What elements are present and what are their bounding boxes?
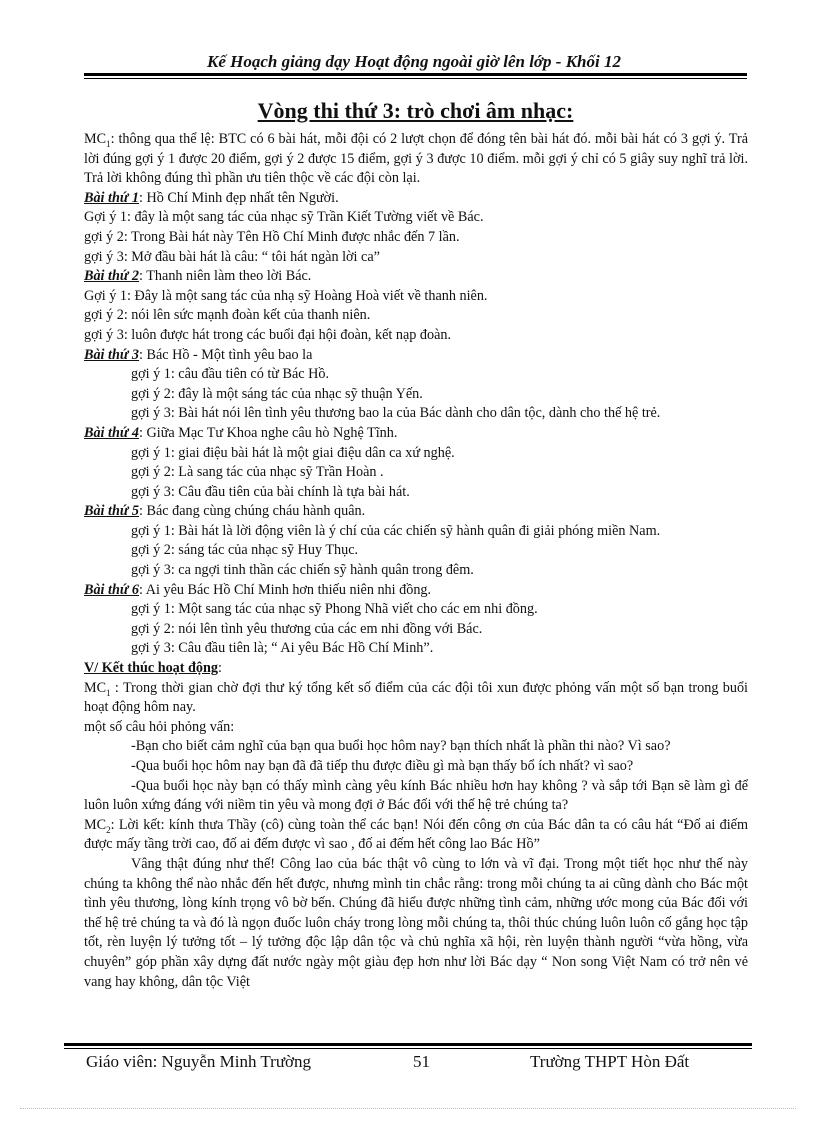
song-4-hint-2: gợi ý 2: Là sang tác của nhạc sỹ Trần Hoàn . xyxy=(131,464,384,481)
footer-teacher: Giáo viên: Nguyễn Minh Trường xyxy=(86,1052,312,1071)
song-5-heading: Bài thứ 5: Bác đang cùng chúng cháu hành quân. xyxy=(84,503,366,520)
page-edge-divider xyxy=(20,1108,796,1109)
intro-paragraph xyxy=(84,130,748,189)
footer-rule xyxy=(64,1043,752,1046)
mc-label: MC xyxy=(84,131,107,147)
song-3-hint-2: gợi ý 2: đây là một sáng tác của nhạc sỹ thuận Yến. xyxy=(131,385,423,402)
song-3-hint-1: gợi ý 1: câu đầu tiên có từ Bác Hồ. xyxy=(131,366,330,383)
section-heading: V/ Kết thúc hoạt động: xyxy=(84,660,222,677)
footer-rule-thin xyxy=(64,1048,752,1049)
song-3-heading: Bài thứ 3: Bác Hồ - Một tình yêu bao la xyxy=(84,346,313,363)
song-1-hint-3: gợi ý 3: Mở đầu bài hát là câu: “ tôi hát ngàn lời ca” xyxy=(84,248,380,265)
song-6-hint-1: gợi ý 1: Một sang tác của nhạc sỹ Phong Nhã viết cho các em nhi đồng. xyxy=(131,601,538,618)
footer-school: Trường THPT Hòn Đất xyxy=(530,1052,690,1071)
song-4-hint-3: gợi ý 3: Câu đầu tiên của bài chính là tựa bài hát. xyxy=(131,483,410,500)
header-rule-thin xyxy=(84,78,747,79)
song-2-hint-1: Gợi ý 1: Đây là một sang tác của nhạ sỹ Hoàng Hoà viết về thanh niên. xyxy=(84,287,488,304)
song-6-heading: Bài thứ 6: Ai yêu Bác Hồ Chí Minh hơn thiếu niên nhi đồng. xyxy=(84,581,432,598)
header-rule xyxy=(84,73,747,76)
song-1-heading: Bài thứ 1: Hồ Chí Minh đẹp nhất tên Người. xyxy=(84,189,339,206)
interview-question-2: -Qua buổi học hôm nay bạn đã đã tiếp thu được điều gì mà bạn thấy bổ ích nhất? vì sao? xyxy=(131,758,634,774)
page-header: Kế Hoạch giảng dạy Hoạt động ngoài giờ lên lớp - Khối 12 xyxy=(206,52,621,71)
song-2-heading: Bài thứ 2: Thanh niên làm theo lời Bác. xyxy=(84,268,312,285)
interview-intro: một số câu hỏi phỏng vấn: xyxy=(84,718,235,735)
mc1-closing-paragraph: $MC_1$ : Trong thời gian chờ đợi thư ký tổng kết số điểm của các đội tôi xun được phỏng vấn một số bạn trong buổi hoạt động hôm nay. xyxy=(84,679,748,716)
song-4-heading: Bài thứ 4: Giữa Mạc Tư Khoa nghe câu hò Nghệ Tĩnh. xyxy=(84,424,398,441)
song-3-hint-3: gợi ý 3: Bài hát nói lên tình yêu thương bao la của Bác dành cho dân tộc, dành cho thế hệ trẻ. xyxy=(131,405,661,422)
song-5-hint-3: gợi ý 3: ca ngợi tinh thần các chiến sỹ hành quân trong đêm. xyxy=(131,562,474,579)
mc-subscript: 1 xyxy=(106,138,111,149)
interview-question-3: -Qua buổi học này bạn có thấy mình càng yêu kính Bác nhiều hơn hay không ? và sắp tới Bạn sẽ làm gì để luôn luôn xứng đáng với niềm tin yêu và mong đợi ở Bác đối với thế hệ trẻ chúng ta? xyxy=(84,777,748,814)
closing-paragraph: Vâng thật đúng như thế! Công lao của bác thật vô cùng to lớn và vĩ đại. Trong một tiết học như thế này chúng ta không thể nào nhắc đến hết được, nhưng mình tin chắc rằng: trong mỗi chúng ta ai cũng dành cho Bác một tình yêu thương, lòng kính trọng vô bờ bến. Chúng đã hiểu được những tình cảm, những ước mong của Bác đối với thế hệ trẻ chúng ta và đó là ngọn đuốc luôn cháy trong lòng mỗi chúng ta, thôi thúc chúng luôn luôn cố gắng học tập tốt, rèn luyện lý tưởng tốt – lý tưởng độc lập dân tộc và chủ nghĩa xã hội, rèn luyện thành người “vừa hồng, vừa chuyên” góp phần xây dựng đất nước ngày một giàu đẹp hơn như lời Bác dạy “ Non song Việt Nam có trở nên vẻ vang hay không, dân tộc Việt xyxy=(84,855,748,990)
mc2-paragraph: $MC_2$: Lời kết: kính thưa Thầy (cô) cùng toàn thể các bạn! Nói đến công ơn của Bác dân ta có câu hát “Đố ai điếm được mấy tầng trời cao, đố ai đếm được vì sao , đố ai đếm hết công lao Bác Hồ” xyxy=(84,816,748,853)
song-6-hint-3: gợi ý 3: Câu đầu tiên là; “ Ai yêu Bác Hồ Chí Minh”. xyxy=(131,640,434,657)
page-title: Vòng thi thứ 3: trò chơi âm nhạc: xyxy=(257,98,574,123)
song-1-hint-1: Gợi ý 1: đây là một sang tác của nhạc sỹ Trần Kiết Tường viết về Bác. xyxy=(84,209,484,226)
interview-question-1: -Bạn cho biết cảm nghĩ của bạn qua buổi học hôm nay? bạn thích nhất là phần thi nào? Vì sao? xyxy=(131,738,671,755)
intro-text: : thông qua thể lệ: BTC có 6 bài hát, mỗi đội có 2 lượt chọn để đóng tên bài hát đó. mỗi bài hát có 3 gợi ý. Trả lời đúng gợi ý 1 được 20 điểm, gợi ý 2 được 15 điểm, gợi ý 3 được 10 điểm. mỗi gợi ý chỉ có 5 giây suy nghĩ trả lời. Trả lời không đúng thì phần ưu tiên thộc về các đội còn lại. xyxy=(84,131,748,187)
song-2-hint-3: gợi ý 3: luôn được hát trong các buổi đại hội đoàn, kết nạp đoàn. xyxy=(84,326,452,343)
song-2-hint-2: gợi ý 2: nói lên sức mạnh đoàn kết của thanh niên. xyxy=(84,307,371,324)
song-1-hint-2: gợi ý 2: Trong Bài hát này Tên Hồ Chí Minh được nhắc đến 7 lần. xyxy=(84,228,460,245)
song-6-hint-2: gợi ý 2: nói lên tình yêu thương của các em nhi đồng với Bác. xyxy=(131,620,483,637)
page-number: 51 xyxy=(413,1052,430,1071)
song-5-hint-2: gợi ý 2: sáng tác của nhạc sỹ Huy Thục. xyxy=(131,542,359,559)
song-5-hint-1: gợi ý 1: Bài hát là lời động viên là ý chí của các chiến sỹ hành quân đi giải phóng miền Nam. xyxy=(131,522,661,539)
document-body xyxy=(84,130,748,992)
song-4-hint-1: gợi ý 1: giai điệu bài hát là một giai điệu dân ca xứ nghệ. xyxy=(131,444,455,461)
